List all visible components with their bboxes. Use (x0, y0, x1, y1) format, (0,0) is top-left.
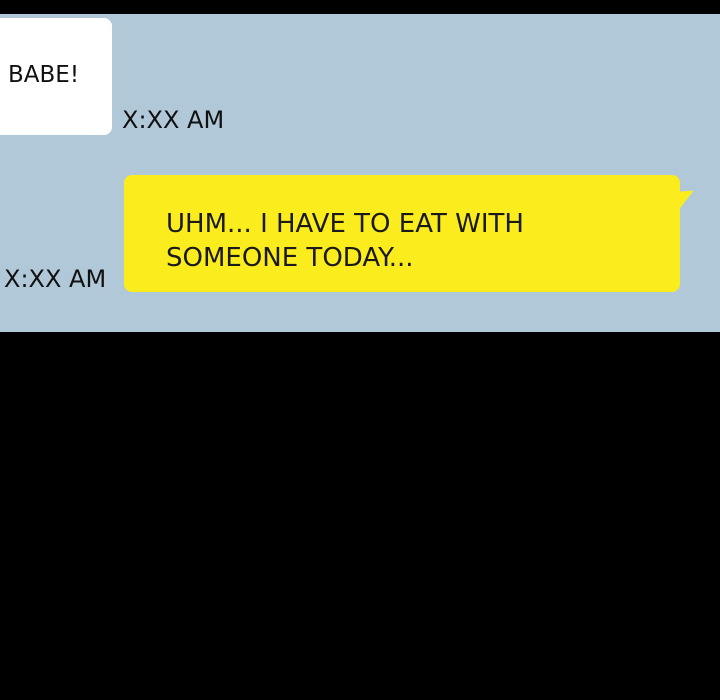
outgoing-message-time: X:XX AM (4, 265, 107, 293)
chat-panel (0, 14, 720, 332)
outgoing-message-line-2: SOMEONE TODAY... (166, 243, 414, 273)
outgoing-message-text (166, 207, 666, 275)
incoming-message-text: BABE! (8, 62, 80, 88)
outgoing-message-line-1: UHM... I HAVE TO EAT WITH (166, 209, 524, 239)
incoming-message-time: X:XX AM (122, 106, 225, 134)
incoming-message-bubble[interactable] (0, 18, 112, 135)
outgoing-message-bubble[interactable] (124, 175, 680, 292)
